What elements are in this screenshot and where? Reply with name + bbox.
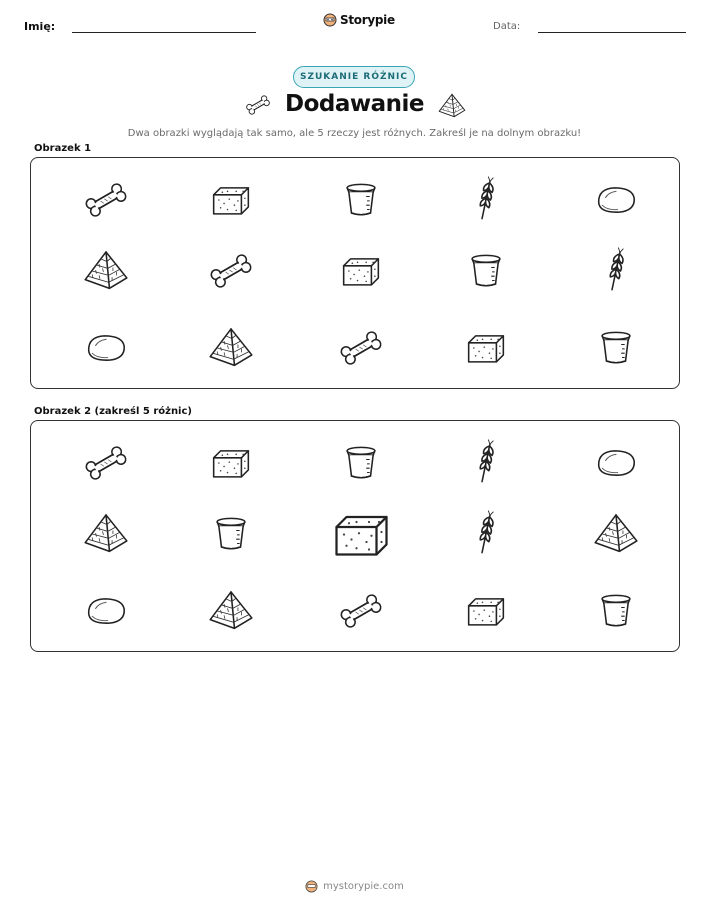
bone-icon[interactable]	[76, 435, 136, 491]
stone-icon	[76, 320, 136, 376]
page-title: Dodawanie	[284, 91, 424, 117]
instructions: Dwa obrazki wyglądają tak samo, ale 5 rzeczy jest różnych. Zakreśl je na dolnym obrazku!	[127, 128, 582, 139]
bone-icon	[201, 243, 261, 299]
pyramid-icon	[436, 92, 468, 124]
cup-icon[interactable]	[201, 506, 261, 562]
panel-2-label: Obrazek 2 (zakreśl 5 różnic)	[34, 406, 192, 417]
sponge-icon	[201, 172, 261, 228]
cup-icon	[586, 320, 646, 376]
picture-2-panel[interactable]	[30, 420, 680, 652]
sponge-icon[interactable]	[331, 506, 391, 562]
stone-icon[interactable]	[586, 435, 646, 491]
pyramid-icon[interactable]	[76, 506, 136, 562]
stone-icon	[586, 172, 646, 228]
sponge-icon[interactable]	[201, 435, 261, 491]
wheat-icon[interactable]	[456, 506, 516, 562]
cup-icon[interactable]	[586, 583, 646, 639]
bone-icon	[331, 320, 391, 376]
date-label: Data:	[493, 21, 521, 32]
cup-icon	[456, 243, 516, 299]
wheat-icon	[586, 243, 646, 299]
storypie-mascot-icon	[305, 880, 318, 893]
picture-1-panel	[30, 157, 680, 389]
brand-logo	[323, 13, 395, 27]
name-field[interactable]	[72, 32, 256, 33]
activity-badge: SZUKANIE RÓŻNIC	[293, 66, 415, 88]
cup-icon	[331, 172, 391, 228]
wheat-icon[interactable]	[456, 435, 516, 491]
pyramid-icon	[76, 243, 136, 299]
bone-icon[interactable]	[331, 583, 391, 639]
pyramid-icon[interactable]	[201, 583, 261, 639]
pyramid-icon	[201, 320, 261, 376]
date-field[interactable]	[538, 32, 686, 33]
panel-1-label: Obrazek 1	[34, 143, 92, 154]
storypie-mascot-icon	[323, 13, 337, 27]
name-label: Imię:	[24, 20, 56, 33]
bone-icon	[76, 172, 136, 228]
cup-icon[interactable]	[331, 435, 391, 491]
stone-icon[interactable]	[76, 583, 136, 639]
worksheet-header	[0, 0, 709, 50]
sponge-icon[interactable]	[456, 583, 516, 639]
brand-name: Storypie	[340, 13, 395, 27]
footer-url: mystorypie.com	[323, 881, 404, 892]
pyramid-icon[interactable]	[586, 506, 646, 562]
sponge-icon	[456, 320, 516, 376]
wheat-icon	[456, 172, 516, 228]
footer	[0, 880, 709, 893]
sponge-icon	[331, 243, 391, 299]
